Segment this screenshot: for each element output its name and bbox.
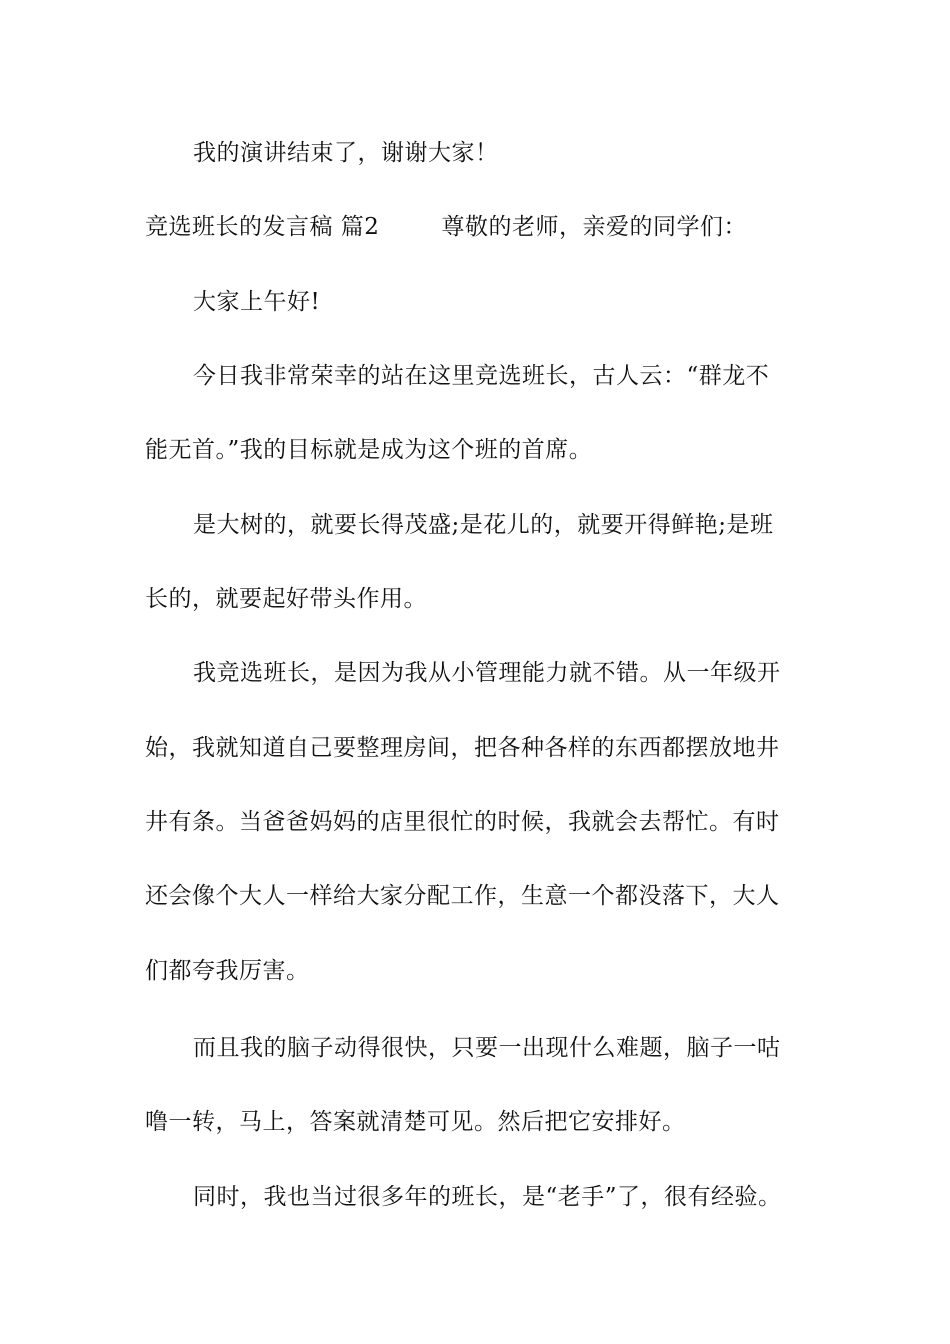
text-line: 还会像个大人一样给大家分配工作，生意一个都没落下，大人 [145,883,780,909]
text-line: 同时，我也当过很多年的班长，是“老手”了，很有经验。 [193,1184,782,1210]
text-line: 大家上午好! [193,289,321,315]
text-line: 是大树的，就要长得茂盛;是花儿的，就要开得鲜艳;是班 [193,512,774,538]
heading-line [145,212,747,242]
text-line: 我竞选班长，是因为我从小管理能力就不错。从一年级开 [193,660,781,686]
text-line: 今日我非常荣幸的站在这里竞选班长，古人云：“群龙不 [193,363,770,389]
section-title: 竞选班长的发言稿 篇2 [145,214,380,240]
text-line: 长的，就要起好带头作用。 [145,586,427,612]
text-line: 我的演讲结束了，谢谢大家！ [193,140,499,166]
text-line: 噜一转，马上，答案就清楚可见。然后把它安排好。 [145,1109,686,1135]
text-line: 们都夸我厉害。 [145,958,310,984]
text-line: 井有条。当爸爸妈妈的店里很忙的时候，我就会去帮忙。有时 [145,809,780,835]
text-line: 始，我就知道自己要整理房间，把各种各样的东西都摆放地井 [145,735,780,761]
text-line: 而且我的脑子动得很快，只要一出现什么难题，脑子一咕 [193,1035,781,1061]
salutation: 尊敬的老师，亲爱的同学们： [441,214,747,240]
text-line: 能无首。”我的目标就是成为这个班的首席。 [145,437,593,463]
